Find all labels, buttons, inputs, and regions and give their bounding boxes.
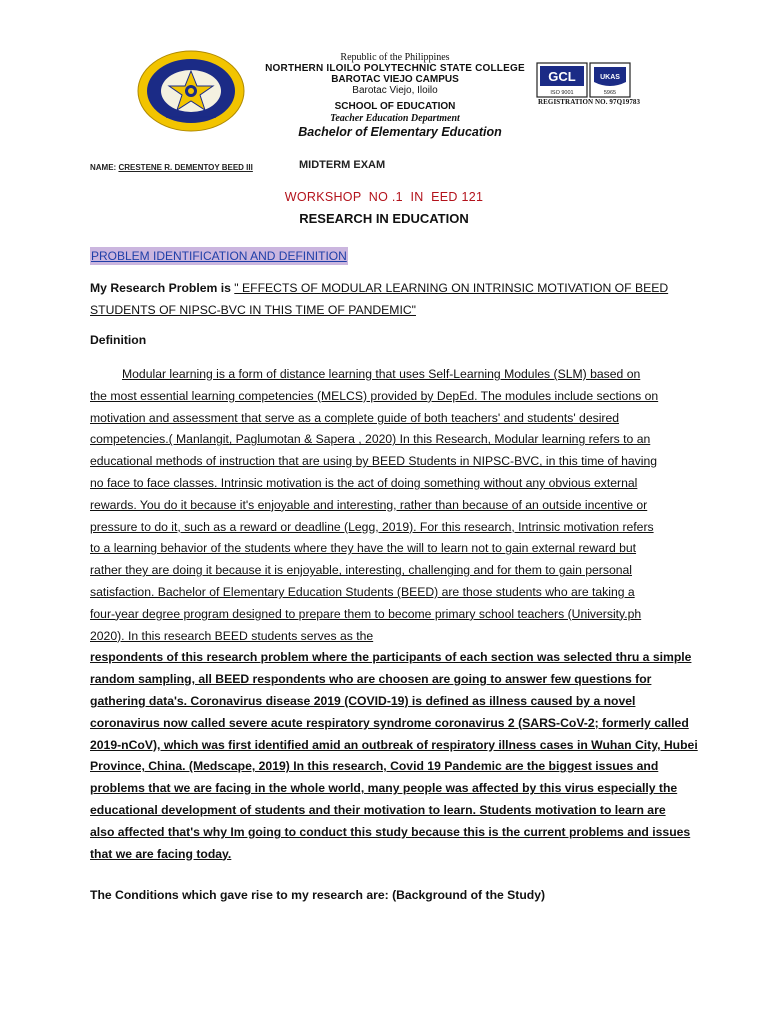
definition-line: motivation and assessment that serve as a complete guide of both teachers' and students' desired	[90, 410, 620, 425]
svg-text:5965: 5965	[603, 90, 617, 96]
definition-heading: Definition	[90, 333, 147, 347]
svg-text:ISO 9001: ISO 9001	[550, 90, 574, 96]
svg-text:GCL: GCL	[548, 69, 576, 84]
definition-line: no face to face classes. Intrinsic motivation is the act of doing something without any obvious external	[90, 475, 638, 490]
definition-line: competencies.( Manlangit, Paglumotan & Sapera , 2020) In this Research, Modular learning refers to an	[90, 432, 651, 447]
definition-line: random sampling, all BEED respondents who are choosen are going to answer few questions for	[90, 672, 652, 687]
research-problem	[90, 278, 690, 322]
town-name: Barotac Viejo, Iloilo	[352, 85, 438, 96]
definition-line: gathering data's. Coronavirus disease 2019 (COVID-19) is defined as illness caused by a novel	[90, 693, 636, 708]
department-name: Teacher Education Department	[330, 113, 460, 124]
definition-line: four-year degree program designed to prepare them to become primary school teachers (University.ph	[90, 606, 642, 621]
research-problem-line-2: STUDENTS OF NIPSC-BVC IN THIS TIME OF PANDEMIC"	[90, 302, 416, 317]
research-problem-line-1: " EFFECTS OF MODULAR LEARNING ON INTRINSIC MOTIVATION OF BEED	[234, 281, 669, 295]
definition-line: the most essential learning competencies (MELCS) provided by DepEd. The modules include sections on	[90, 388, 659, 403]
definition-line: respondents of this research problem where the participants of each section was selected thru a simple	[90, 650, 692, 665]
definition-line: Province, China. (Medscape, 2019) In this research, Covid 19 Pandemic are the biggest issues and	[90, 759, 659, 774]
definition-line: 2019-nCoV), which was first identified amid an outbreak of respiratory illness cases in Wuhan City, Hubei	[90, 737, 698, 752]
degree-name: Bachelor of Elementary Education	[298, 125, 502, 139]
conditions-heading: The Conditions which gave rise to my research are: (Background of the Study)	[90, 888, 546, 902]
definition-line: rewards. You do it because it's enjoyable and interesting, rather than because of an outside incentive or	[90, 497, 648, 512]
definition-line: that we are facing today.	[90, 846, 232, 861]
college-name: NORTHERN ILOILO POLYTECHNIC STATE COLLEGE	[265, 63, 525, 74]
definition-line: satisfaction. Bachelor of Elementary Education Students (BEED) are those students who are taking a	[90, 584, 635, 599]
definition-line: to a learning behavior of the students where they have the will to learn not to gain external reward but	[90, 541, 637, 556]
definition-line: coronavirus now called severe acute respiratory syndrome coronavirus 2 (SARS-CoV-2; formerly called	[90, 715, 689, 730]
republic-line: Republic of the Philippines	[340, 52, 450, 63]
campus-name: BAROTAC VIEJO CAMPUS	[331, 74, 459, 85]
name-label: NAME:	[90, 163, 117, 172]
definition-line: 2020). In this research BEED students serves as the	[90, 628, 374, 643]
course-title: RESEARCH IN EDUCATION	[299, 211, 469, 226]
student-name: CRESTENE R. DEMENTOY BEED III	[118, 163, 253, 172]
research-problem-prefix: My Research Problem is	[90, 281, 235, 295]
section-heading-link[interactable]: PROBLEM IDENTIFICATION AND DEFINITION	[91, 249, 347, 263]
definition-line: pressure to do it, such as a reward or deadline (Legg, 2019). For this research, Intrinsic motivation refers	[90, 519, 654, 534]
svg-text:UKAS: UKAS	[600, 74, 620, 81]
definition-line: educational methods of instruction that are using by BEED Students in NIPSC-BVC, in this time of having	[90, 454, 658, 469]
exam-type: MIDTERM EXAM	[299, 159, 386, 171]
definition-paragraph	[90, 364, 698, 865]
college-seal-logo	[136, 49, 246, 133]
definition-line: rather they are doing it because it is enjoyable, interesting, challenging and for them to gain personal	[90, 563, 633, 578]
student-name-line	[90, 163, 253, 172]
definition-line: problems that we are facing in the whole world, many people was affected by this virus especially the	[90, 781, 678, 796]
registration-number: REGISTRATION NO. 97Q19783	[538, 98, 641, 106]
definition-line: educational development of students and their motivation to learn. Students motivation to learn are	[90, 802, 666, 817]
definition-line: also affected that's why Im going to conduct this study because this is the current problems and issues	[90, 824, 691, 839]
workshop-title: WORKSHOP NO .1 IN EED 121	[284, 190, 484, 204]
letterhead	[255, 52, 535, 140]
school-name: SCHOOL OF EDUCATION	[334, 101, 456, 112]
definition-line: Modular learning is a form of distance learning that uses Self-Learning Modules (SLM) based on	[122, 367, 641, 381]
